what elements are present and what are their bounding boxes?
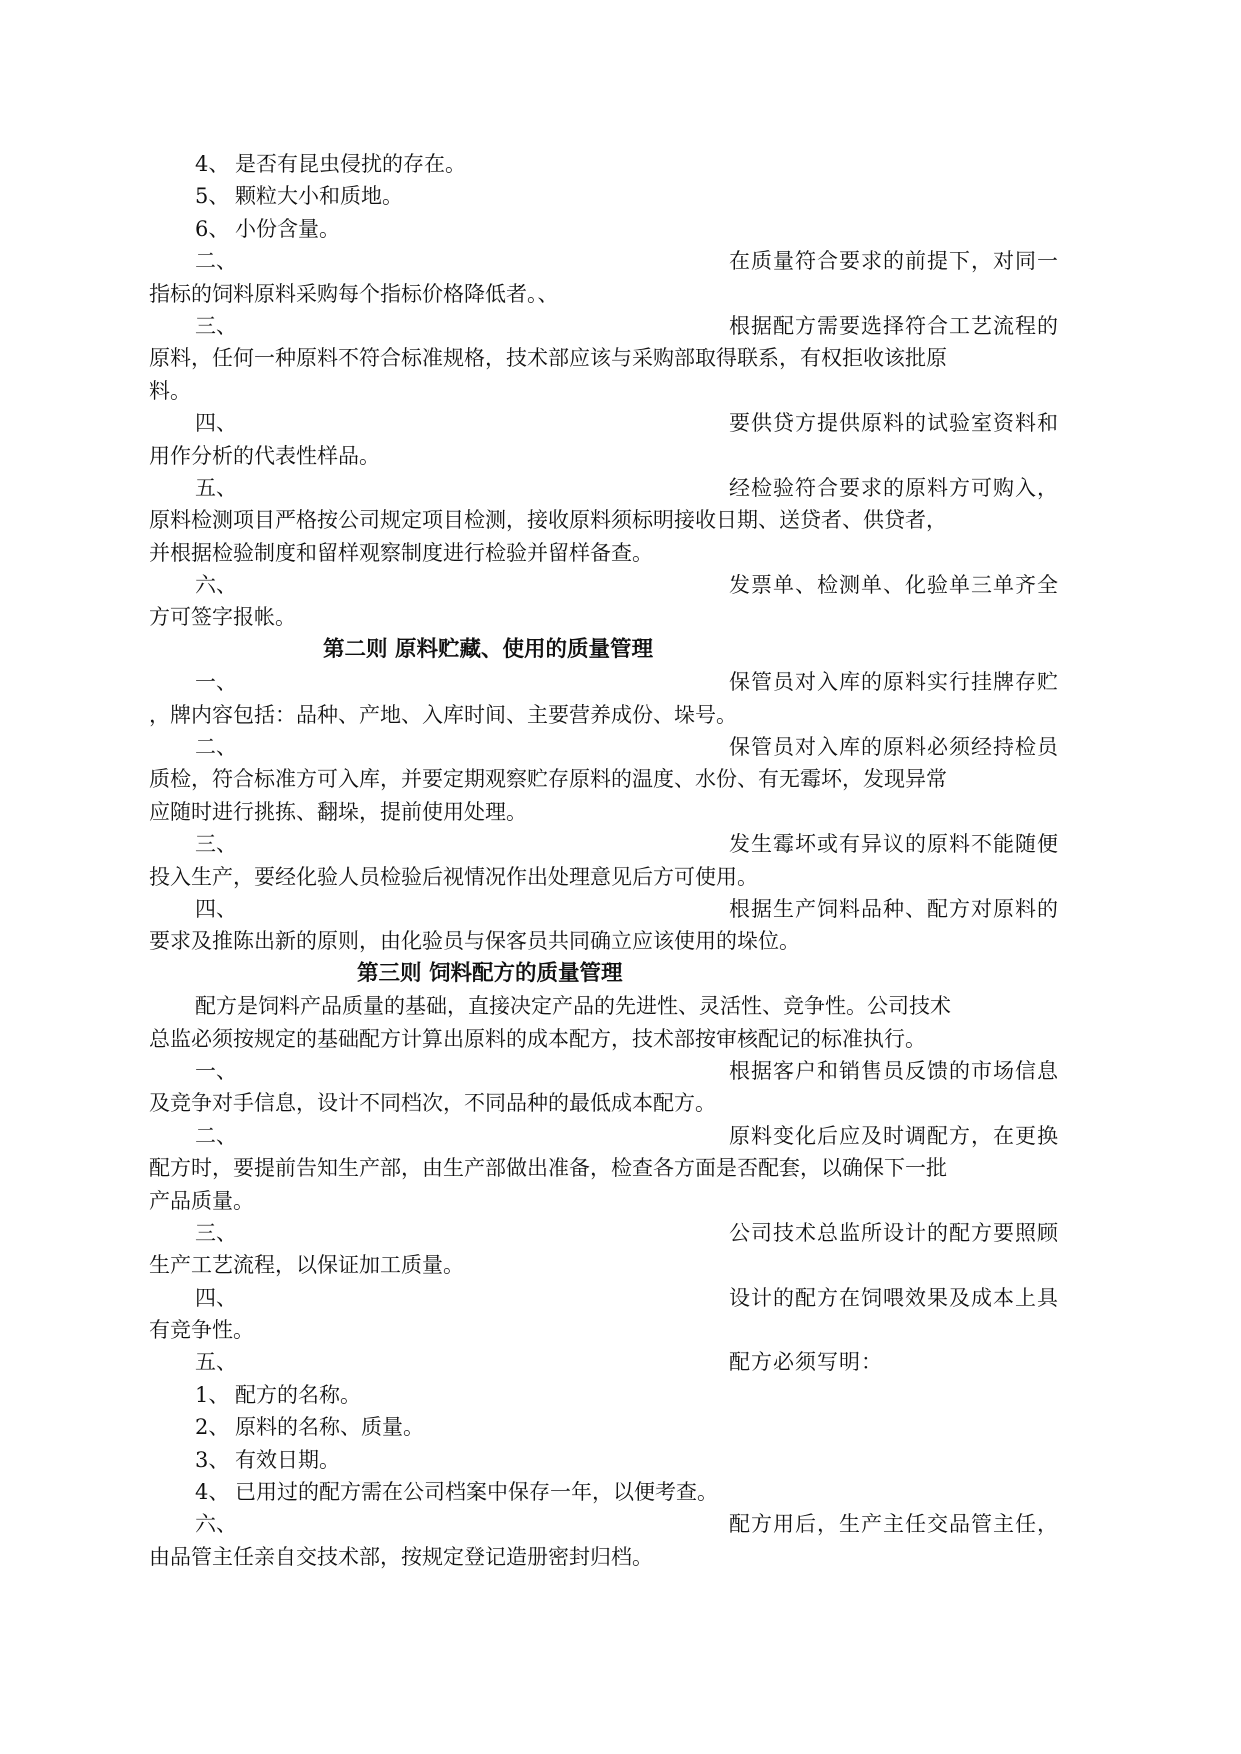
item-number: 4、 xyxy=(195,1480,230,1505)
clause-line xyxy=(149,569,1107,601)
numbered-item xyxy=(149,1379,1107,1411)
clause-text: 保管员对入库的原料必须经持检员 xyxy=(729,735,1059,760)
paragraph-line: 应随时进行挑拣、翻垛，提前使用处理。 xyxy=(149,799,527,824)
item-text: 颗粒大小和质地。 xyxy=(235,184,403,209)
paragraph-line: 由品管主任亲自交技术部，按规定登记造册密封归档。 xyxy=(149,1544,653,1569)
clause-number: 五、 xyxy=(195,1350,237,1375)
paragraph-line: 原料，任何一种原料不符合标准规格，技术部应该与采购部取得联系，有权拒收该批原 xyxy=(149,346,947,371)
paragraph-line: 并根据检验制度和留样观察制度进行检验并留样备查。 xyxy=(149,540,653,565)
section-heading: 第二则 原料贮藏、使用的质量管理 xyxy=(323,636,653,662)
paragraph-line: 配方时，要提前告知生产部，由生产部做出准备，检查各方面是否配套，以确保下一批 xyxy=(149,1156,947,1181)
clause-line xyxy=(149,407,1107,439)
item-number: 6、 xyxy=(195,216,230,241)
item-number: 2、 xyxy=(195,1415,230,1440)
clause-text: 保管员对入库的原料实行挂牌存贮 xyxy=(729,670,1059,695)
clause-line xyxy=(149,1120,1107,1152)
clause-text: 根据生产饲料品种、配方对原料的 xyxy=(729,896,1059,921)
clause-line xyxy=(149,310,1107,342)
paragraph-line: 料。 xyxy=(149,378,191,403)
clause-number: 六、 xyxy=(195,573,237,598)
clause-text: 配方用后，生产主任交品管主任， xyxy=(729,1512,1059,1537)
numbered-item xyxy=(149,1444,1107,1476)
clause-number: 四、 xyxy=(195,1285,237,1310)
item-number: 4、 xyxy=(195,152,230,176)
clause-line xyxy=(149,828,1107,860)
clause-text: 原料变化后应及时调配方，在更换 xyxy=(729,1123,1059,1148)
item-number: 5、 xyxy=(195,184,230,209)
paragraph-line: 用作分析的代表性样品。 xyxy=(149,443,380,468)
clause-line xyxy=(149,1346,1107,1378)
item-text: 配方的名称。 xyxy=(235,1382,361,1407)
clause-line xyxy=(149,731,1107,763)
item-text: 有效日期。 xyxy=(235,1447,340,1472)
paragraph-line: 投入生产，要经化验人员检验后视情况作出处理意见后方可使用。 xyxy=(149,864,758,889)
clause-text: 设计的配方在饲喂效果及成本上具 xyxy=(729,1285,1059,1310)
numbered-item xyxy=(149,148,1107,180)
clause-number: 三、 xyxy=(195,313,237,338)
paragraph-line: 要求及推陈出新的原则，由化验员与保客员共同确立应该使用的垛位。 xyxy=(149,929,800,954)
paragraph-line: 总监必须按规定的基础配方计算出原料的成本配方，技术部按审核配记的标准执行。 xyxy=(149,1026,926,1051)
item-text: 小份含量。 xyxy=(235,216,340,241)
clause-number: 六、 xyxy=(195,1512,237,1537)
clause-number: 四、 xyxy=(195,896,237,921)
clause-number: 二、 xyxy=(195,249,237,274)
clause-number: 二、 xyxy=(195,1123,237,1148)
clause-line xyxy=(149,1282,1107,1314)
numbered-item xyxy=(149,180,1107,212)
document-page xyxy=(149,148,1107,1573)
paragraph-line: ，牌内容包括：品种、产地、入库时间、主要营养成份、垛号。 xyxy=(149,702,737,727)
clause-number: 三、 xyxy=(195,832,237,857)
paragraph-line: 产品质量。 xyxy=(149,1188,254,1213)
item-text: 是否有昆虫侵扰的存在。 xyxy=(235,152,466,176)
item-number: 3、 xyxy=(195,1447,230,1472)
clause-line xyxy=(149,893,1107,925)
clause-text: 配方必须写明： xyxy=(729,1350,883,1375)
item-number: 1、 xyxy=(195,1382,230,1407)
clause-text: 发生霉坏或有异议的原料不能随便 xyxy=(729,832,1059,857)
numbered-item xyxy=(149,213,1107,245)
clause-number: 四、 xyxy=(195,411,237,436)
paragraph-line: 原料检测项目严格按公司规定项目检测，接收原料须标明接收日期、送贷者、供贷者， xyxy=(149,508,947,533)
paragraph-line: 方可签字报帐。 xyxy=(149,605,296,630)
item-text: 已用过的配方需在公司档案中保存一年，以便考查。 xyxy=(235,1480,718,1505)
clause-line xyxy=(149,245,1107,277)
clause-text: 根据客户和销售员反馈的市场信息 xyxy=(729,1058,1059,1083)
clause-text: 在质量符合要求的前提下，对同一 xyxy=(729,249,1059,274)
clause-line xyxy=(149,1217,1107,1249)
clause-text: 经检验符合要求的原料方可购入， xyxy=(729,475,1059,500)
numbered-item xyxy=(149,1411,1107,1443)
paragraph-line: 有竞争性。 xyxy=(149,1318,254,1343)
clause-text: 要供贷方提供原料的试验室资料和 xyxy=(729,411,1059,436)
clause-number: 五、 xyxy=(195,475,237,500)
clause-number: 一、 xyxy=(195,670,237,695)
paragraph-line: 指标的饲料原料采购每个指标价格降低者。、 xyxy=(149,281,559,306)
section-heading: 第三则 饲料配方的质量管理 xyxy=(357,960,623,986)
clause-line xyxy=(149,1508,1107,1540)
clause-text: 公司技术总监所设计的配方要照顾 xyxy=(729,1220,1059,1245)
clause-number: 一、 xyxy=(195,1058,237,1083)
numbered-item xyxy=(149,1476,1107,1508)
clause-number: 三、 xyxy=(195,1220,237,1245)
clause-line xyxy=(149,666,1107,698)
clause-text: 发票单、检测单、化验单三单齐全 xyxy=(729,573,1059,598)
clause-line xyxy=(149,1055,1107,1087)
clause-line xyxy=(149,472,1107,504)
paragraph-line: 生产工艺流程，以保证加工质量。 xyxy=(149,1253,464,1278)
clause-text: 根据配方需要选择符合工艺流程的 xyxy=(729,313,1059,338)
clause-number: 二、 xyxy=(195,735,237,760)
item-text: 原料的名称、质量。 xyxy=(235,1415,424,1440)
paragraph-line: 配方是饲料产品质量的基础，直接决定产品的先进性、灵活性、竞争性。公司技术 xyxy=(195,994,951,1019)
paragraph-line: 质检，符合标准方可入库，并要定期观察贮存原料的温度、水份、有无霉坏，发现异常 xyxy=(149,767,947,792)
paragraph-line: 及竞争对手信息，设计不同档次，不同品种的最低成本配方。 xyxy=(149,1091,716,1116)
